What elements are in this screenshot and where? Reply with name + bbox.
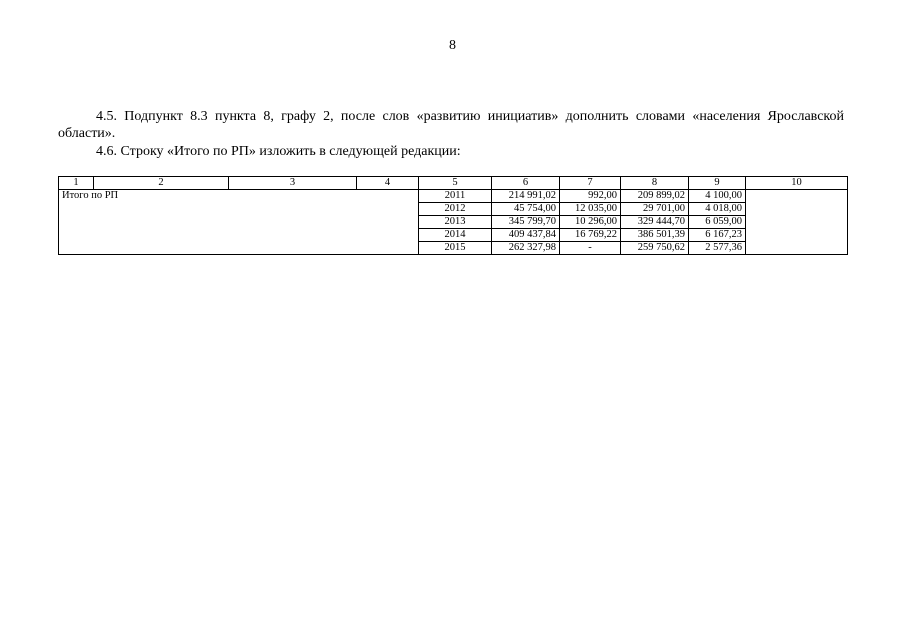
value-cell: 409 437,84 [492,229,560,242]
value-cell: 345 799,70 [492,216,560,229]
year-cell: 2014 [419,229,492,242]
empty-cell-col10 [746,190,848,255]
value-cell: 209 899,02 [621,190,689,203]
value-cell: 4 100,00 [689,190,746,203]
value-cell: 6 059,00 [689,216,746,229]
column-header: 9 [689,177,746,190]
column-header: 4 [357,177,419,190]
paragraph-4-6: 4.6. Строку «Итого по РП» изложить в следующей редакции: [96,144,461,159]
column-header: 2 [94,177,229,190]
column-header: 1 [59,177,94,190]
column-header: 7 [560,177,621,190]
column-header: 10 [746,177,848,190]
year-cell: 2011 [419,190,492,203]
value-cell: 329 444,70 [621,216,689,229]
value-cell: 45 754,00 [492,203,560,216]
value-cell: 6 167,23 [689,229,746,242]
table-header-row [59,177,848,190]
year-cell: 2013 [419,216,492,229]
value-cell: 992,00 [560,190,621,203]
year-cell: 2015 [419,242,492,255]
value-cell: 262 327,98 [492,242,560,255]
summary-table [58,176,848,255]
paragraph-4-5: 4.5. Подпункт 8.3 пункта 8, графу 2, после слов «развитию инициатив» дополнить словами «населения Ярославской области». [58,109,844,141]
column-header: 8 [621,177,689,190]
column-header: 5 [419,177,492,190]
value-cell: 10 296,00 [560,216,621,229]
value-cell: 259 750,62 [621,242,689,255]
value-cell: 4 018,00 [689,203,746,216]
year-cell: 2012 [419,203,492,216]
value-cell: 29 701,00 [621,203,689,216]
value-cell: 386 501,39 [621,229,689,242]
column-header: 6 [492,177,560,190]
value-cell: 214 991,02 [492,190,560,203]
value-cell: 12 035,00 [560,203,621,216]
row-label-total: Итого по РП [59,190,419,255]
page-number: 8 [449,38,456,53]
value-cell: 2 577,36 [689,242,746,255]
value-cell: - [560,242,621,255]
column-header: 3 [229,177,357,190]
value-cell: 16 769,22 [560,229,621,242]
table-row [59,190,848,203]
